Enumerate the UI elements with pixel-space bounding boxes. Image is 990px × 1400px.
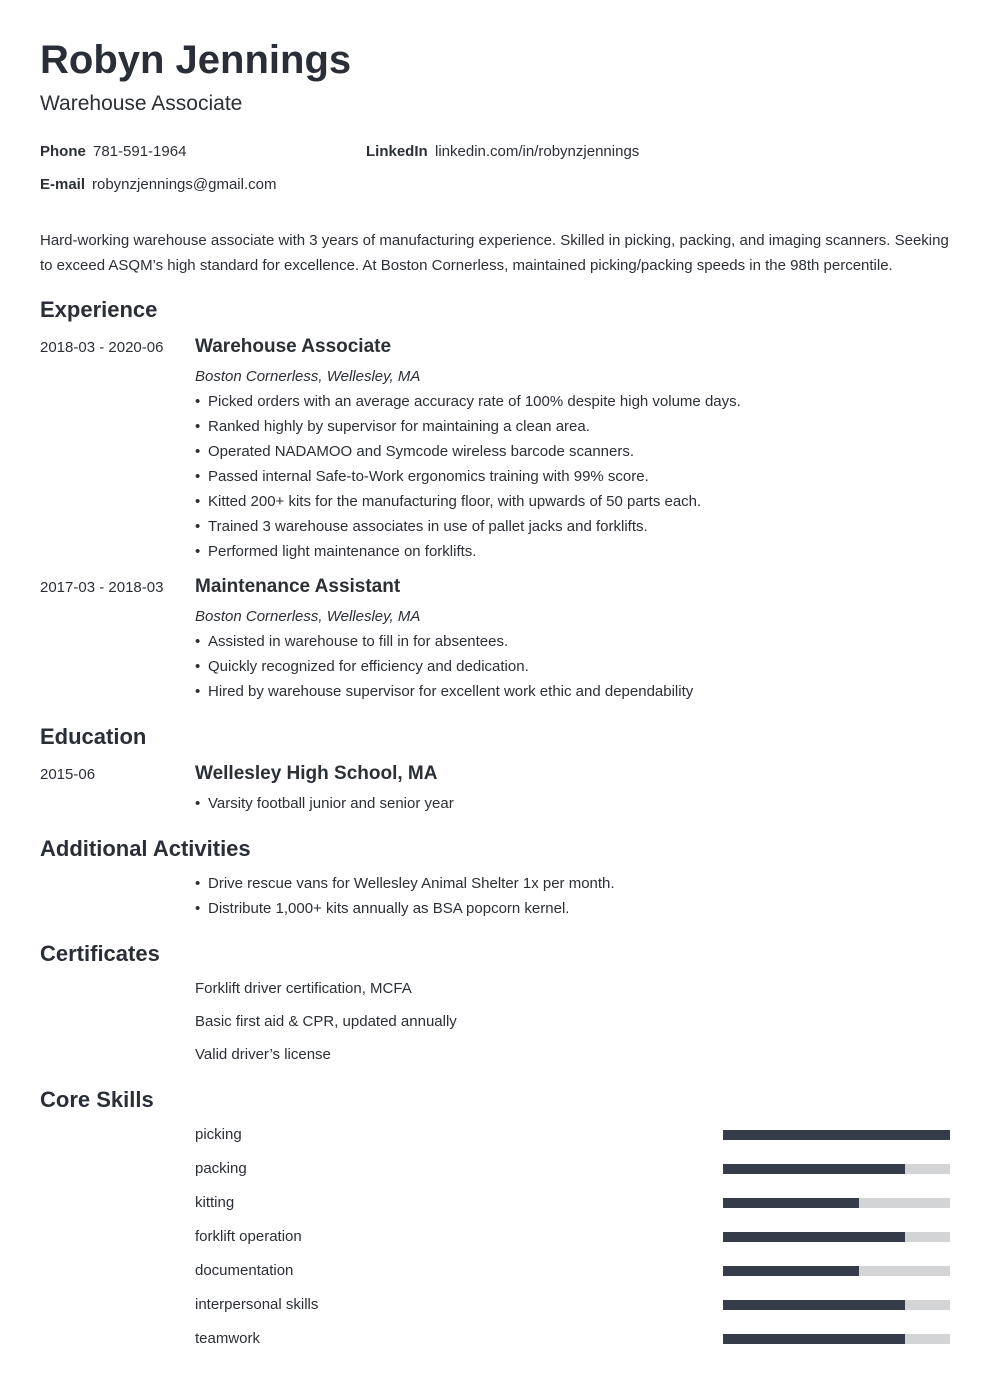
skill-level-fill bbox=[723, 1266, 859, 1276]
job-bullet: • Kitted 200+ kits for the manufacturing floor, with upwards of 50 parts each. bbox=[195, 493, 701, 511]
skill-name: kitting bbox=[195, 1194, 235, 1211]
job-bullet: • Passed internal Safe-to-Work ergonomics training with 99% score. bbox=[195, 468, 649, 486]
job-dates: 2017-03 - 2018-03 bbox=[40, 579, 164, 596]
job-bullet: • Trained 3 warehouse associates in use of pallet jacks and forklifts. bbox=[195, 518, 648, 536]
job-bullet: • Ranked highly by supervisor for maintaining a clean area. bbox=[195, 418, 590, 436]
job-company: Boston Cornerless, Wellesley, MA bbox=[195, 368, 421, 385]
phone-value: 781-591-1964 bbox=[93, 143, 187, 160]
activity-bullet: • Distribute 1,000+ kits annually as BSA popcorn kernel. bbox=[195, 900, 569, 918]
skill-name: teamwork bbox=[195, 1330, 261, 1347]
skill-level-bar bbox=[723, 1232, 950, 1242]
candidate-role: Warehouse Associate bbox=[40, 92, 243, 115]
job-bullet: • Operated NADAMOO and Symcode wireless barcode scanners. bbox=[195, 443, 634, 461]
certificate-item: Valid driver’s license bbox=[195, 1046, 331, 1063]
email-label: E-mail bbox=[40, 176, 86, 193]
linkedin-label: LinkedIn bbox=[366, 143, 428, 160]
job-bullet: • Picked orders with an average accuracy rate of 100% despite high volume days. bbox=[195, 393, 741, 411]
phone-label: Phone bbox=[40, 143, 86, 160]
email-value: robynzjennings@gmail.com bbox=[92, 176, 277, 193]
skill-name: picking bbox=[195, 1126, 242, 1143]
certificates-heading: Certificates bbox=[40, 941, 160, 966]
skill-name: packing bbox=[195, 1160, 247, 1177]
job-company: Boston Cornerless, Wellesley, MA bbox=[195, 608, 421, 625]
certificate-item: Basic first aid & CPR, updated annually bbox=[195, 1013, 457, 1030]
skill-name: forklift operation bbox=[195, 1228, 302, 1245]
job-title: Maintenance Assistant bbox=[195, 576, 401, 597]
activities-heading: Additional Activities bbox=[40, 836, 251, 861]
skill-level-fill bbox=[723, 1232, 905, 1242]
job-dates: 2018-03 - 2020-06 bbox=[40, 339, 164, 356]
skill-level-fill bbox=[723, 1164, 905, 1174]
skill-level-fill bbox=[723, 1300, 905, 1310]
job-bullet: • Hired by warehouse supervisor for excellent work ethic and dependability bbox=[195, 683, 693, 701]
summary-text: Hard-working warehouse associate with 3 years of manufacturing experience. Skilled in picking, packing, and imaging scanners. Seeking to exceed ASQM’s high standard for excellence. At Boston Cornerless, maintained picking/packing speeds in the 98th percentile. bbox=[40, 232, 949, 274]
school-name: Wellesley High School, MA bbox=[195, 763, 438, 784]
skill-level-fill bbox=[723, 1334, 905, 1344]
job-title: Warehouse Associate bbox=[195, 336, 392, 357]
skill-level-fill bbox=[723, 1130, 950, 1140]
job-bullet: • Quickly recognized for efficiency and dedication. bbox=[195, 658, 529, 676]
skill-level-bar bbox=[723, 1300, 950, 1310]
candidate-name: Robyn Jennings bbox=[40, 38, 352, 82]
job-bullet: • Performed light maintenance on forklifts. bbox=[195, 543, 476, 561]
activity-bullet: • Drive rescue vans for Wellesley Animal Shelter 1x per month. bbox=[195, 875, 615, 893]
certificate-item: Forklift driver certification, MCFA bbox=[195, 980, 412, 997]
skill-name: interpersonal skills bbox=[195, 1296, 319, 1313]
education-heading: Education bbox=[40, 724, 147, 749]
skill-level-bar bbox=[723, 1130, 950, 1140]
skill-name: documentation bbox=[195, 1262, 294, 1279]
skills-heading: Core Skills bbox=[40, 1087, 154, 1112]
skill-level-fill bbox=[723, 1198, 859, 1208]
skill-level-bar bbox=[723, 1334, 950, 1344]
job-bullet: • Assisted in warehouse to fill in for absentees. bbox=[195, 633, 508, 651]
education-date: 2015-06 bbox=[40, 766, 96, 783]
education-bullet: • Varsity football junior and senior year bbox=[195, 795, 454, 813]
skill-level-bar bbox=[723, 1266, 950, 1276]
experience-heading: Experience bbox=[40, 297, 158, 322]
skill-level-bar bbox=[723, 1164, 950, 1174]
skill-level-bar bbox=[723, 1198, 950, 1208]
linkedin-value: linkedin.com/in/robynzjennings bbox=[435, 143, 640, 160]
